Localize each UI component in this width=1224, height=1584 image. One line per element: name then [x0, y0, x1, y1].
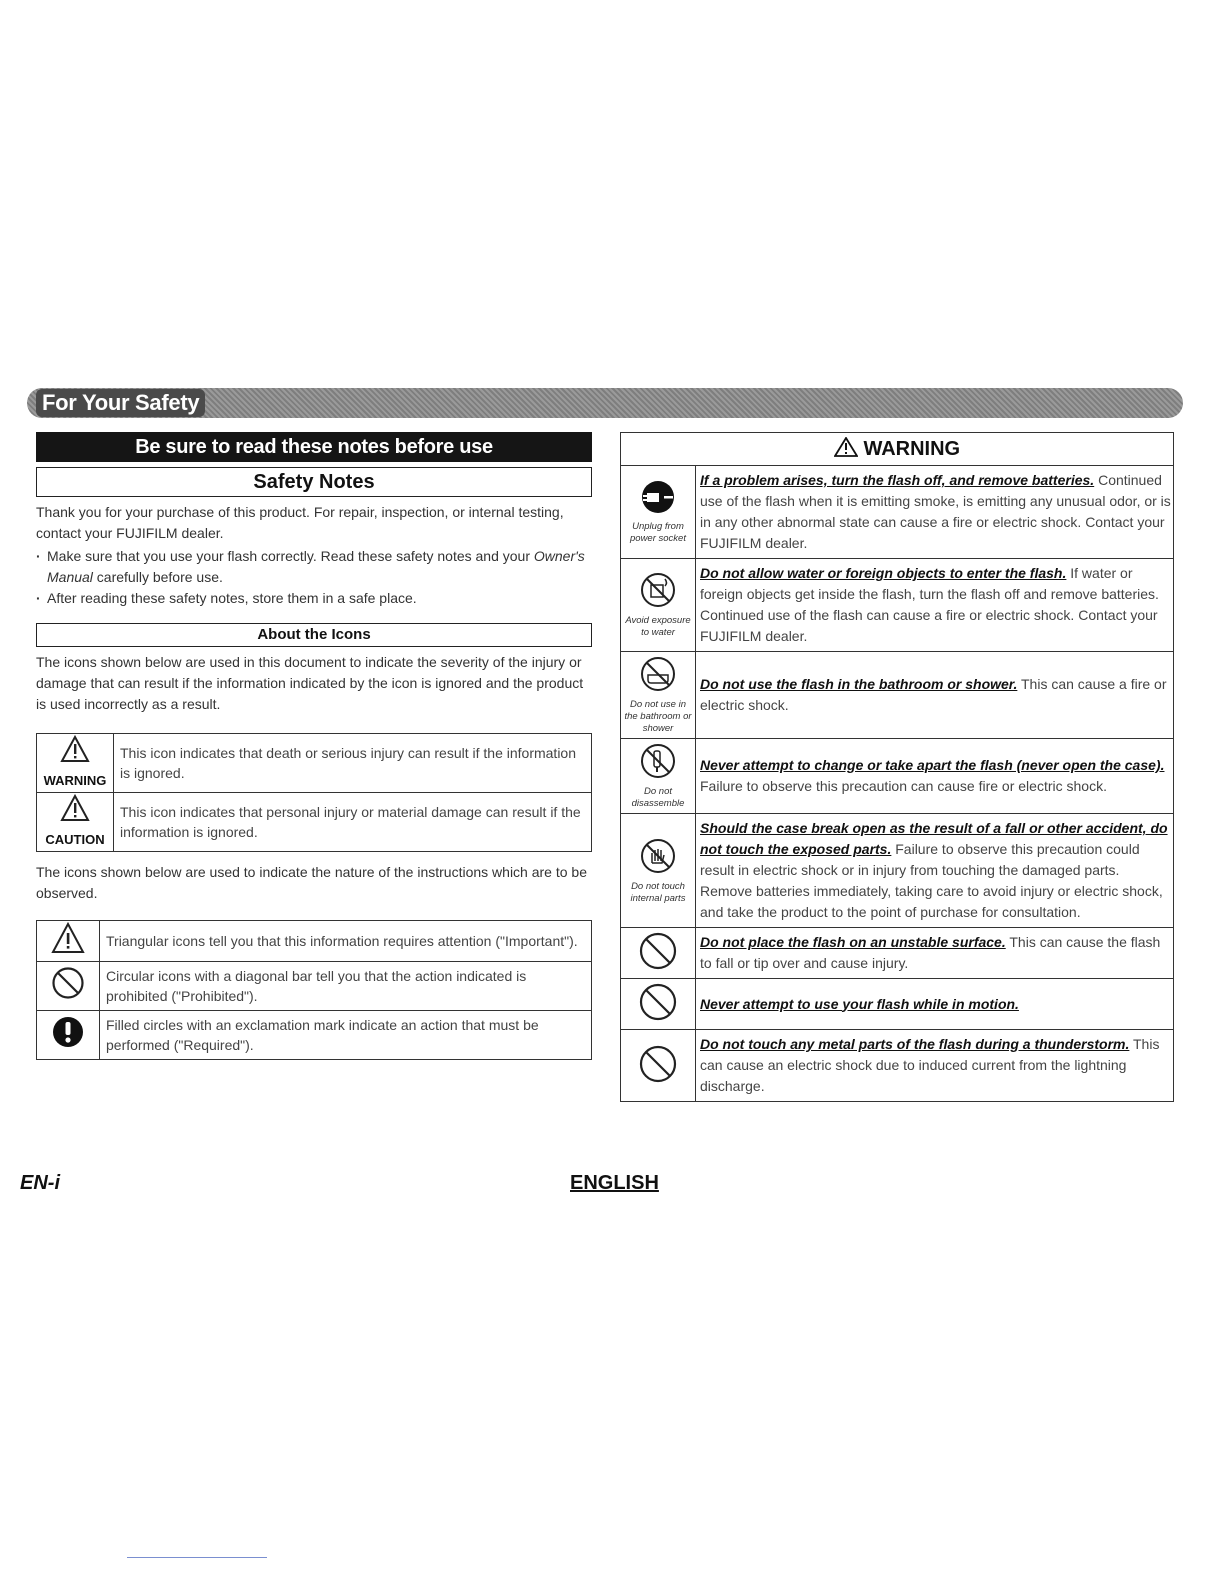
warning-detail: This can cause an electric shock due to induced current from the lightning discharge.	[700, 1036, 1160, 1094]
warning-row	[621, 559, 1174, 652]
warning-icon-cell	[621, 739, 696, 814]
warning-row	[621, 739, 1174, 814]
section-banner	[27, 388, 1183, 418]
symbol-description: Filled circles with an exclamation mark indicate an action that must be performed ("Required").	[100, 1011, 592, 1060]
symbol-description: Circular icons with a diagonal bar tell you that the action indicated is prohibited ("Prohibited").	[100, 962, 592, 1011]
no-bathroom-icon	[639, 655, 677, 693]
left-column	[36, 432, 592, 1060]
warning-text	[696, 814, 1174, 928]
warning-cell	[37, 734, 114, 793]
bullet-item: · Make sure that you use your flash correctly. Read these safety notes and your Owner's Manual carefully before use.	[36, 546, 592, 588]
about-icons-heading: About the Icons	[36, 623, 592, 647]
symbol-cell	[37, 962, 100, 1011]
warning-lead: Do not use the flash in the bathroom or shower.	[700, 676, 1018, 692]
nature-paragraph: The icons shown below are used to indicate the nature of the instructions which are to be observed.	[36, 864, 587, 901]
no-disassemble-icon	[639, 742, 677, 780]
section-title: For Your Safety	[36, 389, 205, 417]
warning-icon-cell	[621, 559, 696, 652]
warning-icon-cell	[621, 979, 696, 1030]
warning-text	[696, 928, 1174, 979]
safety-notes-heading: Safety Notes	[36, 467, 592, 497]
warning-label: WARNING	[43, 773, 107, 788]
warning-lead: Should the case break open as the result of a fall or other accident, do not touch the exposed parts.	[700, 820, 1168, 857]
warning-row	[621, 928, 1174, 979]
no-water-icon	[639, 571, 677, 609]
warning-text	[696, 739, 1174, 814]
caution-triangle-icon	[60, 794, 90, 822]
warning-icon-cell	[621, 928, 696, 979]
warning-lead: Do not allow water or foreign objects to enter the flash.	[700, 565, 1067, 581]
warning-icon-cell	[621, 652, 696, 739]
symbol-description: Triangular icons tell you that this information requires attention ("Important").	[100, 921, 592, 962]
warning-row	[621, 979, 1174, 1030]
icon-caption: Unplug from power socket	[630, 521, 686, 544]
warning-triangle-icon	[60, 735, 90, 763]
unplug-icon	[640, 479, 676, 515]
page-number: EN-i	[20, 1172, 60, 1194]
about-icons-paragraph: The icons shown below are used in this document to indicate the severity of the injury or damage that can result if the information indicated by the icon is ignored and the product is used incorrectly as a result.	[36, 654, 584, 712]
warning-text	[696, 466, 1174, 559]
caution-description: This icon indicates that personal injury or material damage can result if the information is ignored.	[114, 793, 592, 852]
symbol-cell	[37, 1011, 100, 1060]
required-icon	[51, 1015, 85, 1049]
warning-header-row	[621, 433, 1174, 466]
warning-icon-cell	[621, 1030, 696, 1102]
icon-caption: Do not use in the bathroom or shower	[624, 699, 692, 734]
table-row	[37, 1011, 592, 1060]
warning-lead: Never attempt to change or take apart the flash (never open the case).	[700, 757, 1165, 773]
warning-lead: Never attempt to use your flash while in motion.	[700, 995, 1019, 1012]
warning-lead: If a problem arises, turn the flash off, and remove batteries.	[700, 472, 1095, 488]
warning-table	[620, 432, 1174, 1102]
warning-detail: Failure to observe this precaution could result in electric shock or in injury from touching the damaged parts. Remove batteries immediately, taking care to avoid injury or electric shock, and take the product to the point of purchase for consultation.	[700, 841, 1163, 920]
warning-text	[696, 652, 1174, 739]
warning-row	[621, 652, 1174, 739]
warning-text	[696, 559, 1174, 652]
warning-detail: If water or foreign objects get inside the flash, turn the flash off and remove batteries. Continued use of the flash can cause a fire or electric shock. Contact your FUJIFILM dealer.	[700, 565, 1159, 644]
triangle-icon	[51, 922, 85, 954]
warning-lead: Do not touch any metal parts of the flash during a thunderstorm.	[700, 1036, 1130, 1052]
warning-row	[621, 1030, 1174, 1102]
caution-label: CAUTION	[45, 832, 105, 847]
warning-header	[621, 433, 1174, 466]
symbols-table	[36, 920, 592, 1060]
warning-title: WARNING	[863, 438, 961, 460]
icon-caption: Do not touch internal parts	[630, 880, 686, 904]
icon-caption: Do not disassemble	[631, 786, 685, 809]
language-label: ENGLISH	[570, 1172, 659, 1194]
intro-paragraph: Thank you for your purchase of this product. For repair, inspection, or internal testing, contact your FUJIFILM dealer.	[36, 504, 564, 541]
caution-cell	[37, 793, 114, 852]
warning-detail: This can cause a fire or electric shock.	[700, 676, 1167, 713]
warning-icon-cell	[621, 814, 696, 928]
prohibited-icon	[638, 931, 678, 971]
icon-caption: Avoid exposure to water	[625, 615, 691, 638]
bullet-list	[36, 546, 592, 609]
read-notes-heading: Be sure to read these notes before use	[36, 432, 592, 462]
prohibited-icon	[638, 982, 678, 1022]
warning-row	[621, 814, 1174, 928]
warning-text	[696, 1030, 1174, 1102]
table-row	[37, 921, 592, 962]
warning-detail: This can cause the flash to fall or tip over and cause injury.	[700, 934, 1161, 971]
severity-table	[36, 733, 592, 852]
right-column	[620, 432, 1174, 1102]
warning-lead: Do not place the flash on an unstable surface.	[700, 934, 1006, 950]
symbol-cell	[37, 921, 100, 962]
warning-detail: Failure to observe this precaution can cause fire or electric shock.	[700, 778, 1107, 794]
table-row	[37, 793, 592, 852]
divider	[127, 1557, 267, 1558]
warning-row	[621, 466, 1174, 559]
warning-text	[696, 979, 1174, 1030]
table-row	[37, 962, 592, 1011]
warning-detail: Continued use of the flash when it is emitting smoke, is emitting any unusual odor, or is in any other abnormal state can cause a fire or electric shock. Contact your FUJIFILM dealer.	[700, 472, 1171, 551]
warning-description: This icon indicates that death or serious injury can result if the information is ignored.	[114, 734, 592, 793]
table-row	[37, 734, 592, 793]
prohibited-icon	[51, 966, 85, 1000]
warning-icon-cell	[621, 466, 696, 559]
warning-triangle-icon	[834, 437, 858, 457]
bullet-item: · After reading these safety notes, store them in a safe place.	[36, 588, 592, 609]
prohibited-icon	[638, 1044, 678, 1084]
no-touch-icon	[639, 837, 677, 875]
